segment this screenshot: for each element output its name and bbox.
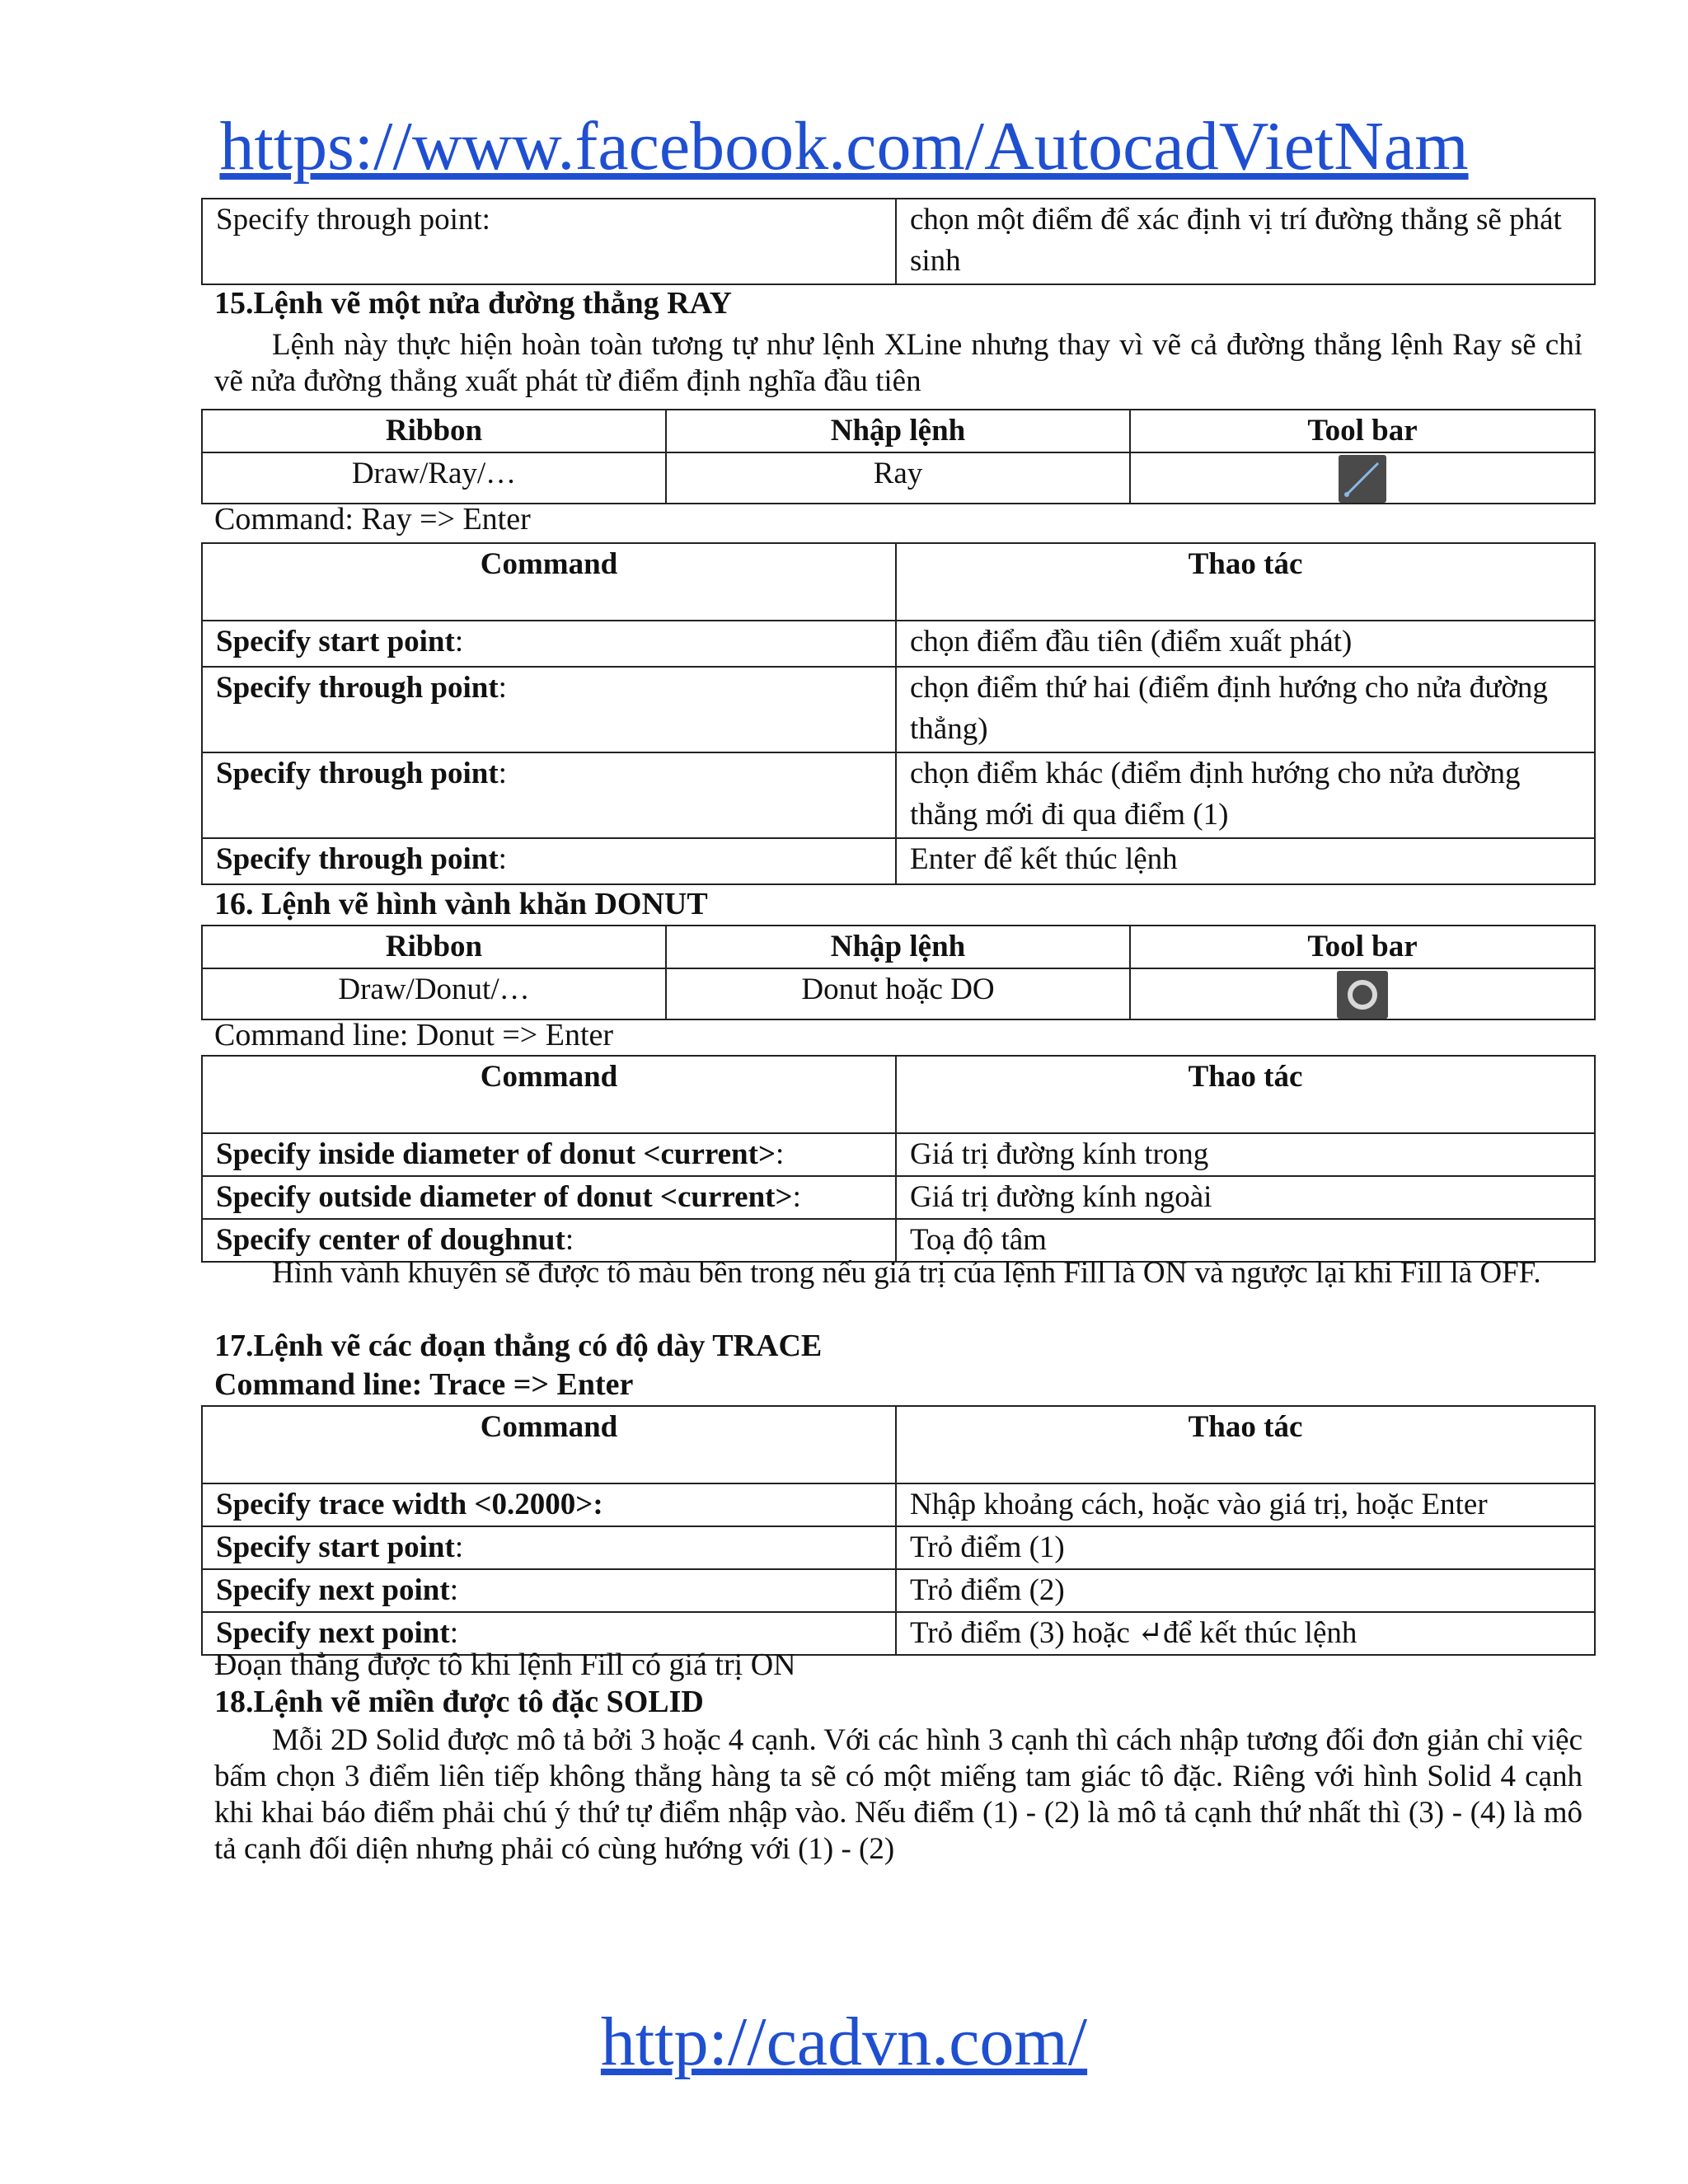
command-cell: Specify center of doughnut: bbox=[202, 1219, 896, 1262]
action-cell: Giá trị đường kính ngoài bbox=[896, 1176, 1595, 1219]
donut-icon[interactable] bbox=[1337, 971, 1388, 1019]
ray-command-table bbox=[201, 542, 1596, 885]
ribbon-path: Draw/Ray/… bbox=[202, 452, 666, 504]
action-cell: Trỏ điểm (1) bbox=[896, 1526, 1595, 1569]
toolbar-cell bbox=[1130, 452, 1595, 504]
ray-info-table bbox=[201, 409, 1596, 504]
action-cell: chọn điểm khác (điểm định hướng cho nửa đường thẳng mới đi qua điểm (1) bbox=[896, 752, 1595, 838]
donut-command-table bbox=[201, 1055, 1596, 1263]
header-ribbon: Ribbon bbox=[202, 410, 666, 452]
trace-command-table bbox=[201, 1405, 1596, 1656]
header-action: Thao tác bbox=[896, 1056, 1595, 1133]
action-cell: Enter để kết thúc lệnh bbox=[896, 838, 1595, 884]
command-cell: Specify through point: bbox=[202, 838, 896, 884]
section-heading-trace: 17.Lệnh vẽ các đoạn thẳng có độ dày TRACE bbox=[214, 1329, 823, 1363]
command-cell: Specify next point: bbox=[202, 1569, 896, 1612]
toolbar-cell bbox=[1130, 968, 1595, 1019]
command-input: Ray bbox=[666, 452, 1130, 504]
trace-note: Đoạn thẳng được tô khi lệnh Fill có giá trị ON bbox=[214, 1647, 796, 1682]
action-cell: Nhập khoảng cách, hoặc vào giá trị, hoặc Enter bbox=[896, 1483, 1595, 1526]
header-command: Command bbox=[202, 1406, 896, 1483]
header-action: Thao tác bbox=[896, 1406, 1595, 1483]
trace-command-line: Command line: Trace => Enter bbox=[214, 1367, 634, 1402]
ray-icon[interactable] bbox=[1339, 455, 1386, 503]
action-cell: Giá trị đường kính trong bbox=[896, 1133, 1595, 1176]
donut-info-table bbox=[201, 925, 1596, 1020]
section-heading-ray: 15.Lệnh vẽ một nửa đường thẳng RAY bbox=[214, 286, 732, 321]
action-cell: Toạ độ tâm bbox=[896, 1219, 1595, 1262]
action-cell: chọn điểm đầu tiên (điểm xuất phát) bbox=[896, 621, 1595, 667]
action-cell: Trỏ điểm (3) hoặc ↵để kết thúc lệnh bbox=[896, 1612, 1595, 1655]
header-ribbon: Ribbon bbox=[202, 926, 666, 968]
facebook-link[interactable]: https://www.facebook.com/AutocadVietNam bbox=[219, 108, 1469, 185]
command-cell: Specify outside diameter of donut <current>: bbox=[202, 1176, 896, 1219]
solid-body: Mỗi 2D Solid được mô tả bởi 3 hoặc 4 cạnh. Với các hình 3 cạnh thì cách nhập tương đối đơn giản chỉ việc bấm chọn 3 điểm liên tiếp không thẳng hàng ta sẽ có một miếng tam giác tô đặc. Riêng với hình Solid 4 cạnh khi khai báo điểm phải chú ý thứ tự điểm nhập vào. Nếu điểm (1) - (2) là mô tả cạnh thứ nhất thì (3) - (4) là mô tả cạnh đối diện nhưng phải có cùng hướng với (1) - (2) bbox=[214, 1723, 1582, 1866]
command-cell: Specify start point: bbox=[202, 621, 896, 667]
command-cell: Specify through point: bbox=[202, 667, 896, 752]
command-cell: Specify start point: bbox=[202, 1526, 896, 1569]
header-toolbar: Tool bar bbox=[1130, 926, 1595, 968]
command-cell: Specify through point: bbox=[202, 752, 896, 838]
action-cell: Trỏ điểm (2) bbox=[896, 1569, 1595, 1612]
donut-note: Hình vành khuyên sẽ được tô màu bên trong nếu giá trị của lệnh Fill là ON và ngược lại khi Fill là OFF. bbox=[272, 1256, 1541, 1290]
ribbon-path: Draw/Donut/… bbox=[202, 968, 666, 1019]
command-cell: Specify through point: bbox=[202, 199, 896, 284]
action-cell: chọn điểm thứ hai (điểm định hướng cho nửa đường thẳng) bbox=[896, 667, 1595, 752]
command-cell: Specify next point: bbox=[202, 1612, 896, 1655]
command-cell: Specify trace width <0.2000>: bbox=[202, 1483, 896, 1526]
ray-command-line: Command: Ray => Enter bbox=[214, 502, 531, 537]
section-heading-solid: 18.Lệnh vẽ miền được tô đặc SOLID bbox=[214, 1685, 704, 1719]
header-input: Nhập lệnh bbox=[666, 410, 1130, 452]
xline-tail-table bbox=[201, 198, 1596, 285]
action-cell: chọn một điểm để xác định vị trí đường thẳng sẽ phát sinh bbox=[896, 199, 1595, 284]
command-input: Donut hoặc DO bbox=[666, 968, 1130, 1019]
header-command: Command bbox=[202, 543, 896, 621]
donut-command-line: Command line: Donut => Enter bbox=[214, 1018, 614, 1052]
cadvn-link[interactable]: http://cadvn.com/ bbox=[600, 2004, 1088, 2080]
ray-intro: Lệnh này thực hiện hoàn toàn tương tự như lệnh XLine nhưng thay vì vẽ cả đường thẳng lệnh Ray sẽ chỉ vẽ nửa đường thẳng xuất phát từ điểm định nghĩa đầu tiên bbox=[214, 328, 1582, 398]
section-heading-donut: 16. Lệnh vẽ hình vành khăn DONUT bbox=[214, 887, 708, 921]
header-input: Nhập lệnh bbox=[666, 926, 1130, 968]
header-toolbar: Tool bar bbox=[1130, 410, 1595, 452]
header-command: Command bbox=[202, 1056, 896, 1133]
command-cell: Specify inside diameter of donut <current>: bbox=[202, 1133, 896, 1176]
header-action: Thao tác bbox=[896, 543, 1595, 621]
